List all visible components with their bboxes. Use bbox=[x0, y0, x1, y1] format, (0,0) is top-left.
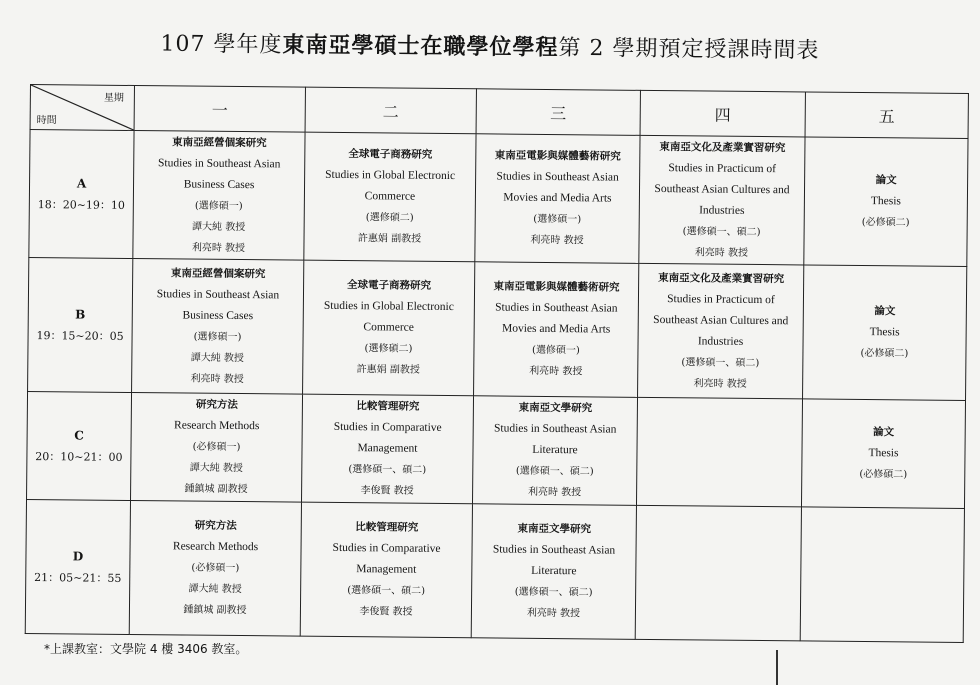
page-title bbox=[0, 25, 980, 66]
course-cell bbox=[471, 504, 636, 640]
course-name-en: Southeast Asian Cultures and bbox=[654, 182, 790, 196]
instructor: 譚大純 教授 bbox=[190, 352, 245, 364]
scan-mark bbox=[776, 650, 778, 685]
course-name-en: Studies in Practicum of bbox=[667, 292, 775, 306]
course-name-en: Management bbox=[357, 442, 418, 455]
course-name-en: Southeast Asian Cultures and bbox=[653, 313, 789, 327]
course-requirement: (選修碩一、碩二) bbox=[347, 585, 426, 597]
course-name-en: Literature bbox=[531, 564, 577, 578]
empty-cell bbox=[800, 507, 964, 643]
course-name-en: Commerce bbox=[363, 321, 414, 334]
course-cell bbox=[304, 132, 476, 262]
empty-cell bbox=[636, 397, 802, 507]
period-time: 18：20~19：10 bbox=[37, 197, 126, 212]
course-cell bbox=[804, 137, 968, 267]
corner-cell bbox=[30, 85, 134, 131]
period-code: B bbox=[75, 306, 86, 322]
table-row bbox=[28, 257, 967, 400]
period-code: A bbox=[76, 175, 87, 191]
course-requirement: (選修碩二) bbox=[365, 212, 414, 224]
course-name-en: Studies in Southeast Asian bbox=[496, 170, 619, 184]
instructor: 利亮時 教授 bbox=[530, 234, 584, 247]
course-name-en: Thesis bbox=[869, 326, 900, 339]
course-requirement: (選修碩一、碩二) bbox=[514, 586, 593, 599]
instructor: 譚大純 教授 bbox=[191, 221, 246, 233]
course-requirement: (選修碩一、碩二) bbox=[348, 464, 427, 476]
course-name-en: Studies in Southeast Asian bbox=[492, 543, 616, 557]
title-suffix: 第 2 學期預定授課時間表 bbox=[558, 35, 820, 64]
course-name-en: Movies and Media Arts bbox=[501, 322, 611, 336]
course-name-zh: 東南亞經營個案研究 bbox=[170, 266, 266, 280]
course-name-en: Business Cases bbox=[182, 308, 254, 322]
course-name-en: Studies in Comparative bbox=[332, 541, 441, 555]
course-name-en: Business Cases bbox=[183, 177, 255, 191]
corner-time-label: 時間 bbox=[36, 115, 57, 127]
course-requirement: (選修碩一) bbox=[193, 331, 242, 343]
course-name-zh: 比較管理研究 bbox=[355, 521, 419, 534]
course-name-en: Thesis bbox=[868, 447, 899, 460]
course-name-en: Thesis bbox=[870, 195, 901, 208]
day-header: 五 bbox=[805, 92, 968, 139]
day-header: 二 bbox=[305, 87, 476, 134]
instructor: 利亮時 教授 bbox=[529, 365, 583, 378]
course-cell bbox=[303, 260, 475, 396]
course-name-en: Studies in Global Electronic bbox=[325, 168, 456, 183]
instructor: 許惠娟 副教授 bbox=[356, 364, 420, 376]
course-cell bbox=[474, 262, 639, 398]
time-slot-cell bbox=[25, 499, 130, 634]
course-name-en: Studies in Southeast Asian bbox=[493, 422, 617, 436]
time-slot-cell bbox=[27, 391, 132, 500]
instructor: 譚大純 教授 bbox=[189, 462, 243, 475]
course-cell bbox=[129, 500, 301, 636]
period-time: 19：15~20：05 bbox=[36, 328, 124, 343]
title-program: 東南亞學碩士在職學位學程 bbox=[282, 32, 559, 61]
course-name-zh: 研究方法 bbox=[195, 398, 238, 412]
course-cell bbox=[638, 263, 804, 399]
course-name-en: Commerce bbox=[364, 190, 416, 203]
period-time: 20：10~21：00 bbox=[35, 449, 123, 464]
course-cell bbox=[133, 131, 305, 261]
period-code: D bbox=[72, 548, 84, 564]
course-name-en: Industries bbox=[699, 203, 745, 217]
course-requirement: (選修碩一、碩二) bbox=[681, 356, 760, 369]
course-requirement: (必修碩二) bbox=[859, 468, 908, 481]
course-cell bbox=[472, 396, 637, 506]
course-name-en: Management bbox=[356, 563, 417, 576]
instructor: 鍾鎮城 副教授 bbox=[184, 483, 248, 496]
schedule-table bbox=[25, 84, 969, 643]
course-name-zh: 研究方法 bbox=[194, 519, 237, 533]
course-requirement: (選修碩一) bbox=[532, 344, 580, 357]
classroom-footnote: *上課教室：文學院 4 樓 3406 教室。 bbox=[44, 642, 248, 656]
course-requirement: (選修碩一、碩二) bbox=[515, 465, 594, 478]
course-name-en: Industries bbox=[697, 334, 744, 348]
day-header: 四 bbox=[640, 90, 805, 137]
corner-day-label: 星期 bbox=[103, 92, 124, 104]
table-row bbox=[27, 391, 966, 508]
course-requirement: (選修碩二) bbox=[364, 343, 413, 355]
course-name-zh: 東南亞文學研究 bbox=[518, 401, 593, 415]
instructor: 鍾鎮城 副教授 bbox=[183, 604, 247, 617]
course-cell bbox=[475, 134, 640, 264]
course-requirement: (選修碩一、碩二) bbox=[682, 225, 761, 238]
course-name-zh: 全球電子商務研究 bbox=[348, 148, 433, 161]
instructor: 譚大純 教授 bbox=[188, 583, 242, 596]
day-header: 三 bbox=[476, 89, 640, 136]
course-name-zh: 東南亞經營個案研究 bbox=[172, 135, 267, 149]
table-row bbox=[29, 130, 968, 267]
course-name-zh: 東南亞文化及產業實習研究 bbox=[659, 140, 786, 154]
course-name-en: Research Methods bbox=[174, 419, 260, 433]
title-prefix: 107 學年度 bbox=[160, 31, 283, 58]
course-cell bbox=[639, 135, 805, 265]
empty-cell bbox=[635, 505, 801, 641]
instructor: 李俊賢 教授 bbox=[360, 485, 414, 497]
time-slot-cell bbox=[28, 257, 133, 392]
course-name-zh: 東南亞電影與媒體藝術研究 bbox=[493, 280, 620, 294]
course-cell bbox=[301, 394, 473, 504]
course-cell bbox=[803, 265, 967, 401]
course-name-en: Studies in Global Electronic bbox=[323, 299, 454, 314]
instructor: 利亮時 教授 bbox=[190, 373, 244, 385]
course-requirement: (必修碩一) bbox=[191, 562, 240, 575]
course-name-zh: 全球電子商務研究 bbox=[347, 279, 432, 292]
course-name-en: Research Methods bbox=[172, 540, 259, 554]
course-requirement: (必修碩二) bbox=[861, 216, 910, 229]
course-name-zh: 論文 bbox=[873, 426, 895, 439]
course-requirement: (必修碩一) bbox=[192, 441, 241, 454]
course-name-zh: 東南亞電影與媒體藝術研究 bbox=[494, 149, 621, 163]
time-slot-cell bbox=[29, 130, 134, 259]
course-name-zh: 比較管理研究 bbox=[356, 400, 420, 413]
course-requirement: (選修碩一) bbox=[533, 213, 582, 226]
day-header: 一 bbox=[134, 86, 305, 133]
period-time: 21：05~21：55 bbox=[34, 570, 122, 585]
course-cell bbox=[132, 258, 304, 394]
instructor: 利亮時 教授 bbox=[191, 242, 246, 254]
course-name-zh: 東南亞文化及產業實習研究 bbox=[658, 271, 785, 285]
course-name-en: Literature bbox=[532, 443, 578, 457]
instructor: 利亮時 教授 bbox=[526, 607, 581, 620]
course-name-zh: 東南亞文學研究 bbox=[517, 522, 592, 536]
course-name-en: Studies in Practicum of bbox=[668, 161, 777, 175]
course-requirement: (必修碩二) bbox=[860, 347, 909, 360]
instructor: 利亮時 教授 bbox=[693, 377, 747, 390]
instructor: 李俊賢 教授 bbox=[359, 606, 413, 618]
course-cell bbox=[801, 399, 965, 509]
period-code: C bbox=[74, 427, 84, 443]
instructor: 利亮時 教授 bbox=[527, 486, 582, 499]
course-requirement: (選修碩一) bbox=[194, 200, 243, 212]
table-row bbox=[25, 499, 964, 642]
course-name-en: Studies in Southeast Asian bbox=[495, 301, 618, 315]
instructor: 利亮時 教授 bbox=[694, 246, 749, 259]
course-name-en: Movies and Media Arts bbox=[503, 191, 612, 205]
course-name-en: Studies in Southeast Asian bbox=[158, 156, 281, 170]
course-name-zh: 論文 bbox=[875, 174, 897, 187]
instructor: 許惠娟 副教授 bbox=[357, 233, 422, 245]
course-name-en: Studies in Comparative bbox=[333, 420, 442, 434]
course-cell bbox=[300, 502, 472, 638]
course-cell bbox=[131, 392, 303, 502]
course-name-zh: 論文 bbox=[874, 305, 896, 318]
course-name-en: Studies in Southeast Asian bbox=[156, 287, 280, 301]
